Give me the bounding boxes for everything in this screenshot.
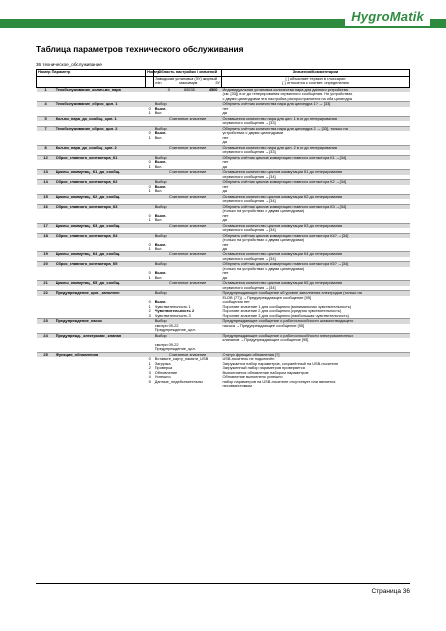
footer-divider — [36, 583, 410, 584]
option-index: 4 — [148, 374, 151, 380]
option-index: 0 — [148, 212, 151, 218]
option-index — [146, 324, 154, 333]
option-description: нет — [222, 241, 229, 247]
option-value: Обновление — [154, 369, 178, 375]
param-name — [55, 384, 146, 388]
option-description: Обнулить счётчик циклов коммутации главного контактора К2 →[34] — [221, 180, 409, 185]
header-range-cols — [155, 81, 220, 85]
param-name: Циклы_коммутац._К3_до_сообщ. — [55, 223, 146, 228]
option-value: Чувствительность 1 — [154, 303, 191, 309]
option-description: нет — [222, 270, 229, 276]
option-index: 1 — [148, 110, 151, 116]
param-number: 16 — [37, 204, 55, 209]
param-number: 5 — [37, 116, 55, 121]
option-value: Проверка — [154, 365, 173, 371]
param-name: Циклы_коммутац._К5_до_сообщ. — [55, 281, 146, 286]
option-value: Вкл. — [154, 188, 163, 194]
option-description: Оставшееся количество циклов коммутации К5 до генерирования — [221, 281, 409, 286]
header-desc-sub — [221, 77, 409, 88]
header-desc-sub2: { } относится к соответ. определению — [282, 80, 349, 86]
page-number: Страница 36 — [371, 588, 410, 595]
option-description: Порогове значение 3 для сообщения (наибольшая чувствительность) — [222, 312, 349, 318]
option-value: Данные_недействительны — [154, 378, 203, 384]
option-value: Вкл. — [154, 245, 163, 251]
option-value: Считанное значение — [154, 223, 222, 228]
param-number — [37, 384, 55, 388]
param-name: Циклы_коммутац._К1_до_сообщ. — [55, 170, 146, 175]
option-description: Предупреждающее сообщение о работоспособности шламоотводящего — [221, 319, 409, 324]
section-label: 36 техническое_обслуживание — [36, 62, 102, 67]
option-value — [154, 384, 222, 388]
option-description: Обнулить счётчик количества пара для цилиндра 2 → [33], только на — [221, 126, 409, 131]
param-number: 23 — [37, 319, 55, 324]
parameter-table — [36, 69, 410, 389]
option-index — [146, 384, 154, 388]
option-value: Выбор — [154, 262, 222, 267]
option-description: нет — [222, 159, 229, 165]
param-name: Сброс_главного_контактора_К3 — [55, 204, 146, 209]
option-value: Выбор — [154, 319, 222, 324]
option-index: 0 — [148, 105, 151, 111]
param-number: 7 — [37, 126, 55, 131]
option-index: 1 — [148, 303, 151, 309]
min-value: 0 — [167, 87, 170, 92]
option-value: Выбор — [154, 333, 222, 338]
option-value: Выбор — [154, 204, 222, 209]
option-description: Оставшееся количество циклов коммутации К3 до генерирования — [221, 223, 409, 228]
option-index: 0 — [148, 356, 151, 362]
option-value: Вкл. — [154, 134, 163, 140]
header-empty — [37, 77, 146, 88]
param-name: Сброс_главного_контактора_К1 — [55, 155, 146, 160]
default-value: 4500 — [208, 87, 218, 92]
option-description: Индивидуальная установка количества пара для данного устройства — [221, 88, 409, 93]
param-name — [55, 343, 146, 352]
param-number: 15 — [37, 194, 55, 199]
option-description: Обновление выполнено успешно — [222, 374, 283, 380]
option-description: (только на устройствах с двумя цилиндрами) — [222, 265, 305, 271]
option-index: 3 — [148, 312, 151, 318]
option-index: 1 — [148, 163, 151, 169]
param-name: Предупреждение_насос — [55, 319, 146, 324]
option-description: да — [222, 139, 227, 145]
option-index: 0 — [148, 130, 151, 136]
param-name: Кол-во_пара_до_сообщ._цил. 2 — [55, 145, 146, 150]
option-index: 0 — [148, 183, 151, 189]
param-number: 12 — [37, 155, 55, 160]
param-number: 19 — [37, 252, 55, 257]
param-name: Предупреждение_цил._заполнен — [55, 291, 146, 296]
option-description: сервисного сообщения →[34] — [222, 284, 276, 290]
option-description: нет — [222, 212, 229, 218]
option-value: Вставьте_карту_памяти_USB — [154, 356, 209, 362]
option-description: USB-носитель не подключён — [222, 356, 275, 362]
option-index: 1 — [148, 217, 151, 223]
option-description: сервисного сообщения →[34] — [222, 173, 276, 179]
option-description: да — [222, 274, 227, 280]
param-number: 21 — [37, 281, 55, 286]
header-index: Номер — [146, 70, 154, 77]
param-number: 22 — [37, 291, 55, 296]
option-value: Выбор — [154, 291, 222, 296]
header-desc-sub1: [ ] объясняет термин в глоссарии — [285, 76, 346, 81]
option-index — [146, 343, 154, 352]
param-name: Циклы_коммутац._К2_до_сообщ. — [55, 194, 146, 199]
param-name: Циклы_коммутац._К4_до_сообщ. — [55, 252, 146, 257]
option-value: Считанное значение — [154, 281, 222, 286]
header-range-sub — [154, 77, 222, 88]
option-description: Предупреждающее сообщение об уровне заполнения электродов (только на — [221, 291, 409, 296]
option-value: Успешно — [154, 374, 171, 380]
option-description: нет — [222, 105, 229, 111]
param-number — [37, 324, 55, 333]
option-index: 1 — [148, 274, 151, 280]
option-description: (только на устройствах с двумя цилиндрами) — [222, 208, 305, 214]
option-value: Выкл. — [154, 130, 167, 136]
option-description: набор параметров на USB-носителе отсутствует или является — [222, 378, 336, 384]
param-name: Техобслуживание_сброс_цил. 2 — [55, 126, 146, 131]
option-value: Выкл. — [154, 241, 167, 247]
option-description: (см. [33]) в кг до генерирования сервисного сообщения. Не устройствах — [222, 91, 353, 97]
option-value: Считанное значение — [154, 170, 222, 175]
option-value: Чувствительность 2 — [154, 308, 195, 314]
option-description: Обнулить счётчик циклов коммутации главного контактора К1 →[34] — [221, 155, 409, 160]
option-value: Считанное значение — [154, 252, 222, 257]
option-index: 1 — [148, 188, 151, 194]
table-row-continuation — [37, 384, 410, 388]
option-value: Считанное значение — [154, 194, 222, 199]
option-value: Выкл. — [154, 159, 167, 165]
option-value: Вкл. — [154, 110, 163, 116]
header-range: Область настройки / значений — [154, 70, 222, 77]
option-description: Оставшееся количество циклов коммутации К2 до генерирования — [221, 194, 409, 199]
param-number: 4 — [37, 102, 55, 107]
option-value: Выбор — [154, 180, 222, 185]
option-description: Оставшееся количество циклов коммутации К4 до генерирования — [221, 252, 409, 257]
header-empty-index — [146, 77, 154, 88]
option-index: 0 — [148, 241, 151, 247]
option-description: сообщения нет — [222, 299, 250, 305]
param-number: 13 — [37, 170, 55, 175]
table-row-continuation — [37, 324, 410, 333]
param-name: Техобслуживание_колич-во_пара — [55, 88, 146, 93]
option-value: Выбор — [154, 155, 222, 160]
param-number: 24 — [37, 333, 55, 338]
max-value: 65535 — [183, 87, 195, 92]
param-number: 1 — [37, 88, 55, 93]
header-max: максимум — [179, 80, 198, 86]
option-description: сервисного сообщения →[34] — [222, 227, 276, 233]
option-description: несовместимым — [222, 383, 252, 389]
option-description: да — [222, 245, 227, 251]
option-description: Обнулить счётчик циклов коммутации главного контактора К5? →[34] — [221, 262, 409, 267]
param-number: 8 — [37, 145, 55, 150]
option-value: Считанное значение — [154, 145, 222, 150]
option-description: Обнулить счётчик циклов коммутации главного контактора К4? →[34] — [221, 233, 409, 238]
param-name: Сброс_главного_контактора_К4 — [55, 233, 146, 238]
option-description: клапанов →Предупреждающее сообщение [95] — [222, 337, 309, 343]
option-description: Загружается набор параметров, сохранённый на USB-носителе — [222, 360, 339, 366]
param-name — [55, 324, 146, 333]
option-description: с двумя цилиндрами эта настройка распространяется на оба цилиндра — [222, 95, 352, 101]
option-value: Выкл. — [154, 105, 167, 111]
option-description: Статус функции обновления [?] — [221, 352, 409, 357]
option-value: Загрузка — [154, 360, 171, 366]
option-value: смотри 09-22 Предупреждение_цил. — [154, 341, 196, 352]
option-description: Обнулить счётчик циклов коммутации главного контактора К3 →[34] — [221, 204, 409, 209]
brand-logo: HygroMatik — [345, 7, 430, 26]
header-min: min — [155, 80, 162, 86]
param-number: 20 — [37, 262, 55, 267]
option-description: нет — [222, 183, 229, 189]
param-name: Техобслуживание_сброс_цил. 1 — [55, 102, 146, 107]
table-header-row — [37, 70, 410, 77]
option-description: сервисного сообщения →[34] — [222, 198, 276, 204]
param-number: 14 — [37, 180, 55, 185]
option-description: ELDB (77)) →Предупреждающее сообщение [95] — [222, 294, 311, 300]
option-value: Выкл. — [154, 183, 167, 189]
option-description: сервисного сообщения →[34] — [222, 255, 276, 261]
option-description: устройствах с двумя цилиндрами — [222, 130, 284, 136]
option-description: (только на устройствах с двумя цилиндрами) — [222, 237, 305, 243]
param-name: Кол-во_пара_до_сообщ._цил. 1 — [55, 116, 146, 121]
option-description: Порогове значение 2 для сообщения (средняя чувствительность) — [222, 308, 342, 314]
param-name: Предупрежд._электромаг._клапан — [55, 333, 146, 338]
option-description: Выполняется обновление набором параметров — [222, 369, 309, 375]
option-value: смотри 09-22 Предупреждение_цил. — [154, 322, 196, 333]
option-description: сервисного сообщения →[33] — [222, 149, 276, 155]
header-desc: Значения/Комментарии — [221, 70, 409, 77]
option-description: да — [222, 188, 227, 194]
option-index: 1 — [148, 360, 151, 366]
option-description: Загруженный набор параметров проверяется — [222, 365, 305, 371]
option-index: 0 — [148, 299, 151, 305]
option-index: 2 — [148, 308, 151, 314]
option-index: 1 — [148, 134, 151, 140]
option-description: Оставшееся количество пара для цил. 1 в кг до генерирования — [221, 116, 409, 121]
option-index: 0 — [148, 159, 151, 165]
param-name: Сброс_главного_контактора_К5 — [55, 262, 146, 267]
header-band — [0, 0, 446, 36]
option-description: Предупреждающее сообщение о работоспособности электромагнитных — [221, 333, 409, 338]
option-description: да — [222, 110, 227, 116]
param-number: 18 — [37, 233, 55, 238]
param-name: Функция_обновления — [55, 352, 146, 357]
option-description: Оставшееся количество циклов коммутации К1 до генерирования — [221, 170, 409, 175]
option-value: Выкл. — [154, 299, 167, 305]
option-value: Выкл. — [154, 212, 167, 218]
document-title: Таблица параметров технического обслуживания — [36, 44, 244, 54]
param-name: Сброс_главного_контактора_К2 — [55, 180, 146, 185]
option-value: Выбор — [154, 126, 222, 131]
table-row-continuation — [37, 343, 410, 352]
param-number: 17 — [37, 223, 55, 228]
table-subheader-row — [37, 77, 410, 88]
option-value: Чувствительность 3 — [154, 312, 191, 318]
option-value: Вкл. — [154, 217, 163, 223]
option-description: нет — [222, 134, 229, 140]
option-index: 5 — [148, 378, 151, 384]
option-description: сервисного сообщения →[33] — [222, 120, 276, 126]
option-index: 3 — [148, 369, 151, 375]
option-description: Оставшееся количество пара для цил. 2 в кг до генерирования — [221, 145, 409, 150]
option-index: 0 — [148, 270, 151, 276]
option-value: Вкл. — [154, 274, 163, 280]
option-description: Порогове значение 1 для сообщения (минимальная чувствительность) — [222, 303, 352, 309]
option-value: Выбор — [154, 233, 222, 238]
option-value: Выбор — [154, 102, 222, 107]
option-description: насоса →Предупреждающее сообщение [95] — [222, 322, 305, 328]
option-description: да — [222, 217, 227, 223]
option-index: 1 — [148, 245, 151, 251]
param-number — [37, 343, 55, 352]
param-number: 25 — [37, 352, 55, 357]
header-range-sub-text: Заводская установка (ЗУ) жирный — [155, 76, 217, 81]
option-index: 2 — [148, 365, 151, 371]
header-default: ЗУ — [215, 80, 220, 86]
option-value: Считанное значение — [154, 116, 222, 121]
option-description — [221, 343, 409, 352]
option-value: Вкл. — [154, 163, 163, 169]
option-description: да — [222, 163, 227, 169]
option-description: Обнулить счётчик количества пара для цилиндра 1? → [33] — [221, 102, 409, 107]
option-value: Выкл. — [154, 270, 167, 276]
option-value: Считанное значение — [154, 352, 222, 357]
header-number-param: Номер Параметр — [37, 70, 146, 77]
